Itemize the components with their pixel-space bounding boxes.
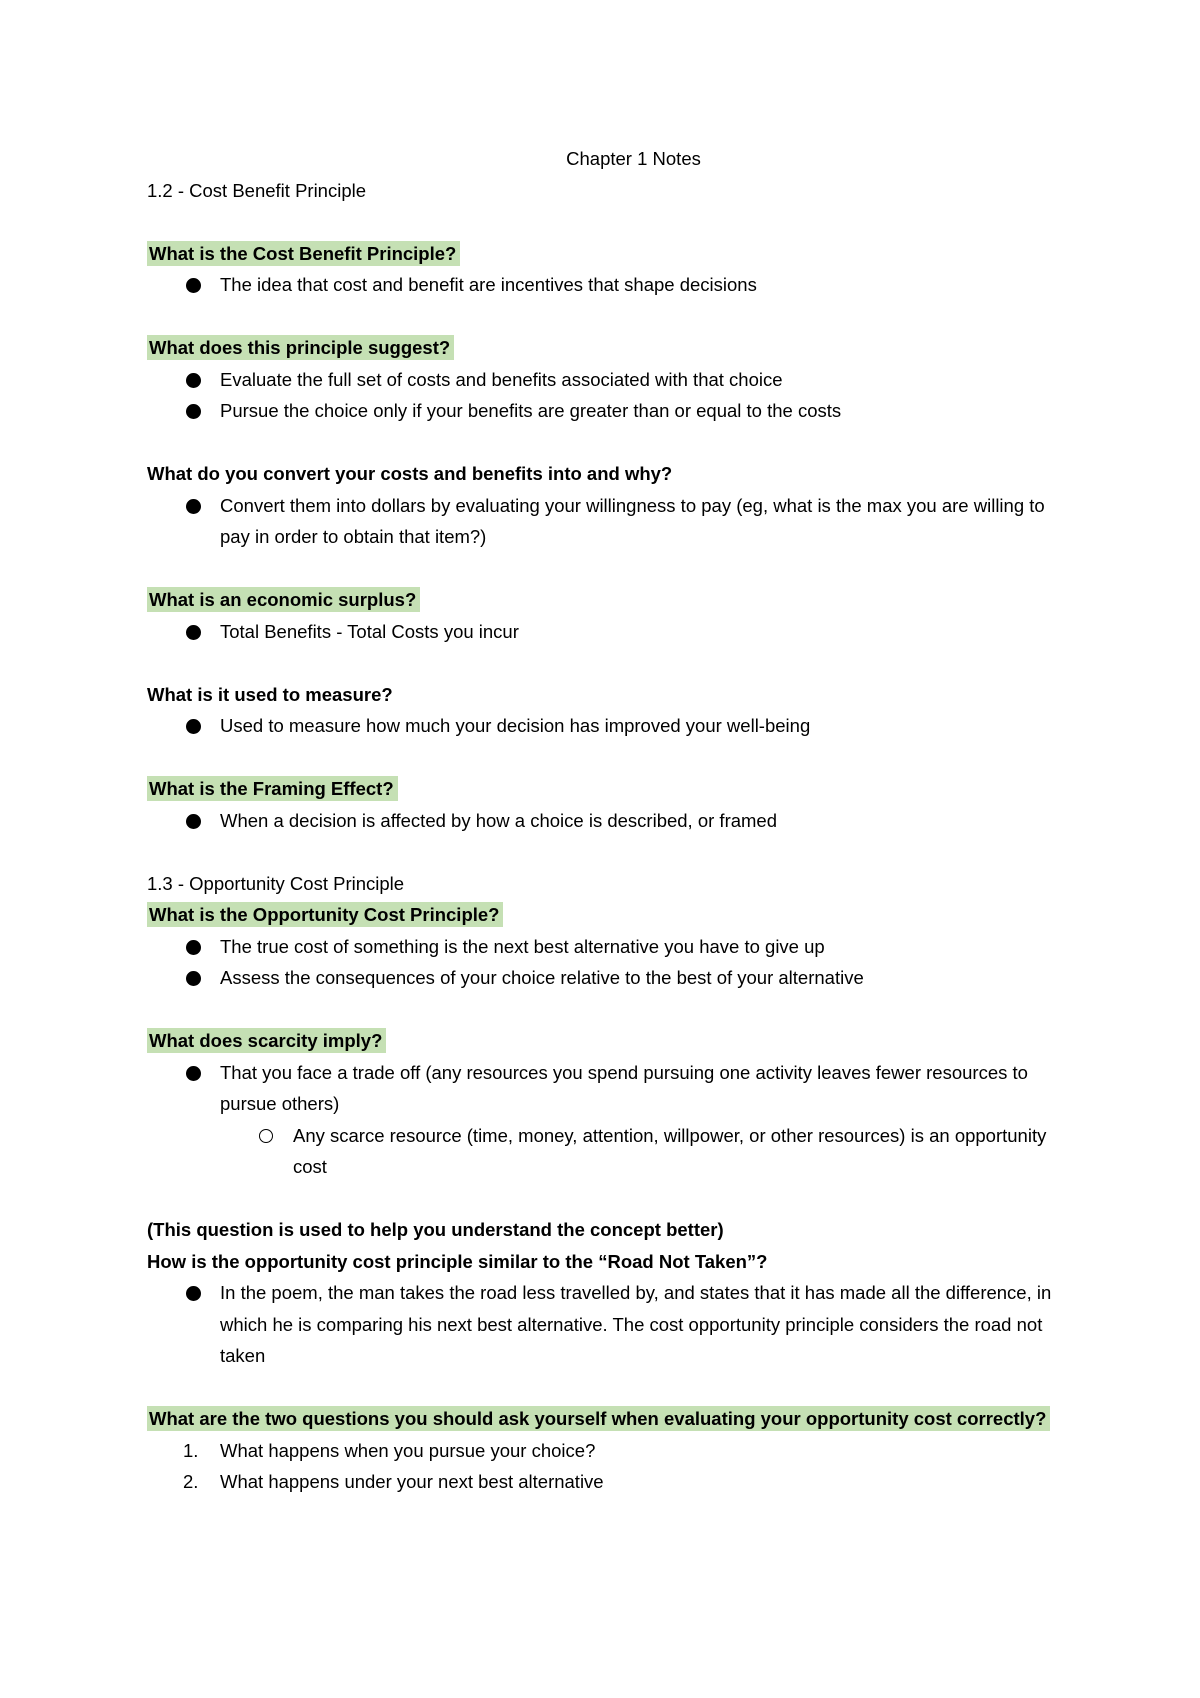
list-item — [147, 805, 1060, 837]
answer-text: In the poem, the man takes the road less travelled by, and states that it has made all the difference, in which he is comparing his next best alternative. The cost opportunity principle considers the road not taken — [220, 1282, 1052, 1366]
list-item — [147, 710, 1060, 742]
answer-list — [147, 1057, 1060, 1183]
list-item — [147, 931, 1060, 963]
sub-list-item — [220, 1120, 1060, 1183]
answer-text: The idea that cost and benefit are incentives that shape decisions — [220, 274, 757, 295]
bullet-icon — [186, 719, 201, 734]
sub-answer-text: Any scarce resource (time, money, attention, willpower, or other resources) is an opportunity cost — [293, 1124, 1047, 1177]
spacer — [147, 427, 1060, 459]
answer-text: Used to measure how much your decision has improved your well-being — [220, 715, 811, 736]
spacer — [147, 742, 1060, 774]
spacer — [147, 1372, 1060, 1404]
list-item — [147, 364, 1060, 396]
section-heading-cost-benefit: 1.2 - Cost Benefit Principle — [147, 179, 367, 201]
list-item — [147, 395, 1060, 427]
bullet-icon — [186, 1066, 201, 1081]
bullet-icon — [186, 1286, 201, 1301]
highlighted-question-text: What is the Cost Benefit Principle? — [147, 241, 460, 266]
highlighted-question-text: What does scarcity imply? — [147, 1028, 386, 1053]
answer-text: Convert them into dollars by evaluating your willingness to pay (eg, what is the max you are willing to pay in order to obtain that item?) — [220, 494, 1045, 547]
highlighted-question-text: What are the two questions you should ask yourself when evaluating your opportunity cost correctly? — [147, 1406, 1050, 1431]
answer-text: The true cost of something is the next best alternative you have to give up — [220, 935, 825, 957]
answer-text: That you face a trade off (any resources you spend pursuing one activity leaves fewer resources to pursue others) — [220, 1061, 1028, 1114]
numbered-answer-list — [147, 1435, 1060, 1498]
list-item — [147, 1435, 1060, 1467]
list-item — [147, 962, 1060, 994]
answer-text: Total Benefits - Total Costs you incur — [220, 620, 519, 642]
answer-list — [147, 805, 1060, 837]
question-note: (This question is used to help you understand the concept better) — [147, 1219, 724, 1240]
answer-list — [147, 616, 1060, 648]
bullet-icon — [186, 499, 201, 514]
list-item — [147, 490, 1060, 553]
answer-list — [147, 931, 1060, 994]
list-item — [147, 1057, 1060, 1183]
question-framing-effect — [147, 773, 1060, 805]
answer-list — [147, 1277, 1060, 1372]
list-item — [147, 1466, 1060, 1498]
answer-list — [147, 710, 1060, 742]
section-heading-opportunity-cost: 1.3 - Opportunity Cost Principle — [147, 872, 405, 894]
spacer — [147, 647, 1060, 679]
highlighted-question-text: What is the Opportunity Cost Principle? — [147, 902, 503, 927]
list-item — [147, 1277, 1060, 1372]
highlighted-question-text: What does this principle suggest? — [147, 335, 454, 360]
answer-list — [147, 269, 1060, 301]
question-two-questions — [147, 1403, 1060, 1435]
question-scarcity — [147, 1025, 1060, 1057]
list-number: 1. — [183, 1439, 199, 1461]
spacer — [147, 206, 1060, 238]
answer-text: Assess the consequences of your choice relative to the best of your alternative — [220, 967, 864, 988]
hollow-bullet-icon — [259, 1129, 273, 1143]
highlighted-question-text: What is an economic surplus? — [147, 587, 420, 612]
list-item — [147, 616, 1060, 648]
answer-text: Evaluate the full set of costs and benefits associated with that choice — [220, 368, 783, 390]
list-item — [147, 269, 1060, 301]
question-opportunity-cost-principle — [147, 899, 1060, 931]
spacer — [147, 301, 1060, 333]
spacer — [147, 1183, 1060, 1215]
answer-list — [147, 364, 1060, 427]
spacer — [147, 553, 1060, 585]
answer-text: What happens when you pursue your choice? — [220, 1439, 596, 1461]
bullet-icon — [186, 373, 201, 388]
question-used-to-measure: What is it used to measure? — [147, 683, 393, 705]
list-number: 2. — [183, 1471, 199, 1492]
bullet-icon — [186, 625, 201, 640]
spacer — [147, 994, 1060, 1026]
answer-text: Pursue the choice only if your benefits are greater than or equal to the costs — [220, 400, 842, 421]
question-convert-costs: What do you convert your costs and benefits into and why? — [147, 463, 673, 484]
bullet-icon — [186, 971, 201, 986]
question-economic-surplus — [147, 584, 1060, 616]
spacer — [147, 836, 1060, 868]
question-road-not-taken: How is the opportunity cost principle similar to the “Road Not Taken”? — [147, 1250, 768, 1272]
bullet-icon — [186, 814, 201, 829]
sub-answer-list — [220, 1120, 1060, 1183]
answer-list — [147, 490, 1060, 553]
bullet-icon — [186, 278, 201, 293]
question-cost-benefit-principle — [147, 238, 1060, 270]
answer-text: What happens under your next best alternative — [220, 1471, 604, 1492]
bullet-icon — [186, 940, 201, 955]
question-principle-suggest — [147, 332, 1060, 364]
document-title: Chapter 1 Notes — [566, 148, 701, 169]
highlighted-question-text: What is the Framing Effect? — [147, 776, 398, 801]
answer-text: When a decision is affected by how a choice is described, or framed — [220, 809, 778, 831]
bullet-icon — [186, 404, 201, 419]
